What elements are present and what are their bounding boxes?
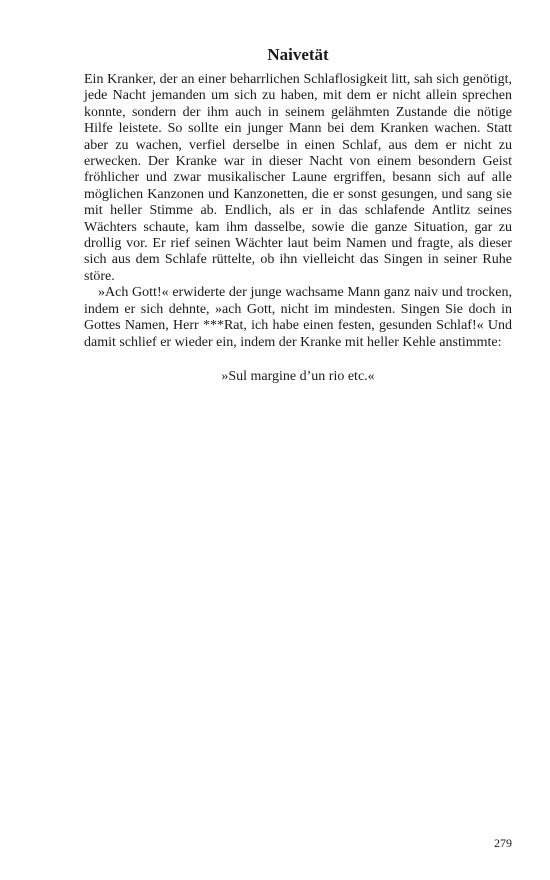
page-title: Naivetät: [267, 45, 329, 64]
page-number: 279: [494, 836, 512, 850]
document-page: [84, 44, 512, 385]
body-paragraph-2: »Ach Gott!« erwiderte der junge wachsame Mann ganz naiv und trocken, indem er sich dehnte, »ach Gott, nicht im mindesten. Singen Sie doch in Gottes Namen, Herr ***Rat, ich habe einen festen, gesunden Schlaf!« Und damit schlief er wieder ein, indem der Kranke mit heller Kehle anstimmte:: [84, 285, 512, 350]
quoted-verse: »Sul margine d’un rio etc.«: [221, 368, 375, 384]
body-paragraph-1: Ein Kranker, der an einer beharrlichen Schlaflosigkeit litt, sah sich genötigt, jede Nacht jemanden um sich zu haben, mit dem er nicht allein sprechen konnte, sondern der ihm auch in seinem gelähmten Zustande die nötige Hilfe leistete. So sollte ein junger Mann bei dem Kranken wachen. Statt aber zu wachen, verfiel derselbe in einen Schlaf, aus dem er nicht zu erwecken. Der Kranke war in dieser Nacht von einem besondern Geist fröhlicher und zwar musikalischer Laune ergriffen, besann sich auf alle möglichen Kanzonen und Kanzonetten, die er sonst gesungen, und sang sie mit heller Stimme ab. Endlich, als er in das schlafende Antlitz seines Wächters schaute, kam ihm dasselbe, sowie die ganze Situation, gar zu drollig vor. Er rief seinen Wächter laut beim Namen und fragte, als dieser sich aus dem Schlafe rüttelte, ob ihn vielleicht das Singen in seiner Ruhe störe.: [84, 72, 512, 284]
